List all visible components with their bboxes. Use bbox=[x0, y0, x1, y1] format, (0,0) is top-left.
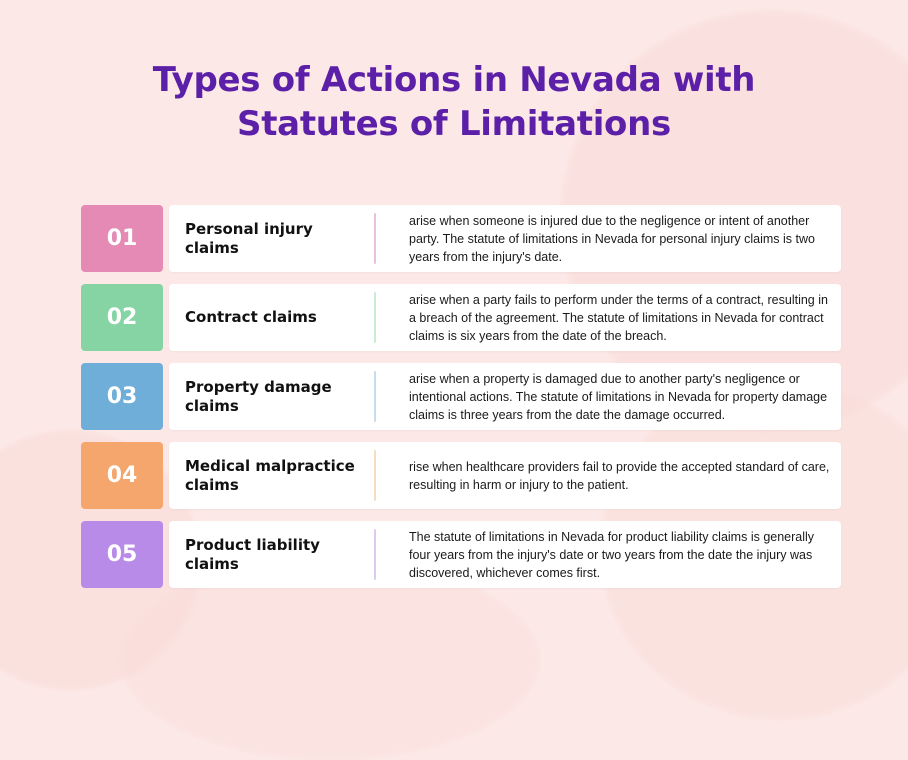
item-card bbox=[169, 521, 841, 588]
item-number-badge: 05 bbox=[81, 521, 163, 588]
background-blob bbox=[120, 560, 540, 760]
item-divider bbox=[374, 529, 376, 580]
item-number-badge: 04 bbox=[81, 442, 163, 509]
page-title bbox=[0, 58, 908, 146]
list-item-product-liability bbox=[81, 521, 841, 588]
list-item-personal-injury bbox=[81, 205, 841, 272]
item-divider bbox=[374, 371, 376, 422]
item-label: Contract claims bbox=[185, 308, 317, 326]
item-label: Medical malpractice claims bbox=[185, 456, 355, 494]
list-item-medical-malpractice bbox=[81, 442, 841, 509]
item-divider bbox=[374, 450, 376, 501]
item-label: Property damage claims bbox=[185, 377, 332, 415]
item-card bbox=[169, 284, 841, 351]
item-label: Product liability claims bbox=[185, 535, 320, 573]
item-description: rise when healthcare providers fail to provide the accepted standard of care, resulting in harm or injury to the patient. bbox=[409, 459, 830, 492]
item-number-badge: 03 bbox=[81, 363, 163, 430]
item-divider bbox=[374, 292, 376, 343]
item-description: The statute of limitations in Nevada for product liability claims is generally four years from the injury's date or two years from the date the injury was discovered, whichever comes first. bbox=[409, 529, 815, 580]
list-item-contract bbox=[81, 284, 841, 351]
page-title-line-2: Statutes of Limitations bbox=[237, 104, 671, 144]
item-description: arise when someone is injured due to the negligence or intent of another party. The statute of limitations in Nevada for personal injury claims is two years from the injury's date. bbox=[409, 213, 815, 264]
item-number-badge: 01 bbox=[81, 205, 163, 272]
item-card bbox=[169, 442, 841, 509]
item-number-badge: 02 bbox=[81, 284, 163, 351]
item-description: arise when a property is damaged due to another party's negligence or intentional actions. The statute of limitations in Nevada for property damage claims is three years from the date the damage occurred. bbox=[409, 371, 828, 422]
item-card bbox=[169, 205, 841, 272]
list-item-property-damage bbox=[81, 363, 841, 430]
page-title-line-1: Types of Actions in Nevada with bbox=[152, 60, 756, 100]
item-label: Personal injury claims bbox=[185, 219, 313, 257]
item-divider bbox=[374, 213, 376, 264]
item-card bbox=[169, 363, 841, 430]
item-description: arise when a party fails to perform under the terms of a contract, resulting in a breach of the agreement. The statute of limitations in Nevada for contract claims is six years from the date of the breach. bbox=[409, 292, 828, 343]
